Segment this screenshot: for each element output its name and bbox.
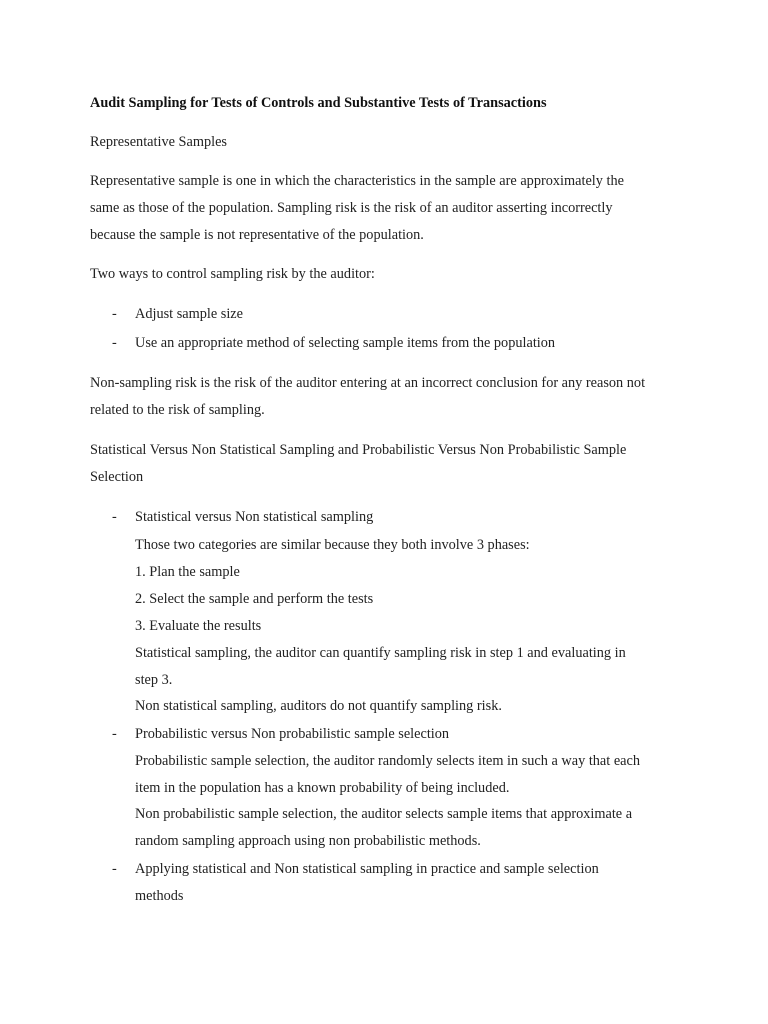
paragraph-line: Non-sampling risk is the risk of the auditor entering at an incorrect conclusion for any reason not bbox=[90, 375, 646, 391]
list-item-label: Probabilistic versus Non probabilistic sample selection bbox=[135, 726, 450, 742]
list-item-text: Statistical sampling, the auditor can quantify sampling risk in step 1 and evaluating in bbox=[135, 645, 626, 661]
list-dash: - bbox=[112, 335, 117, 351]
paragraph-line: because the sample is not representative of the population. bbox=[90, 227, 424, 243]
list-item: Use an appropriate method of selecting sample items from the population bbox=[135, 335, 556, 351]
list-item-text: 1. Plan the sample bbox=[135, 564, 240, 580]
section-heading-line: Selection bbox=[90, 469, 144, 485]
list-item-text: random sampling approach using non probabilistic methods. bbox=[135, 833, 481, 849]
list-item-text: item in the population has a known probability of being included. bbox=[135, 780, 510, 796]
list-dash: - bbox=[112, 726, 117, 742]
paragraph-line: Representative sample is one in which the characteristics in the sample are approximately the bbox=[90, 173, 624, 189]
paragraph-line: related to the risk of sampling. bbox=[90, 402, 265, 418]
list-item-text: Non probabilistic sample selection, the auditor selects sample items that approximate a bbox=[135, 806, 633, 822]
list-dash: - bbox=[112, 861, 117, 877]
list-item-text: 3. Evaluate the results bbox=[135, 618, 262, 634]
section-heading-line: Statistical Versus Non Statistical Sampling and Probabilistic Versus Non Probabilistic Sample bbox=[90, 442, 627, 458]
list-item-text: Non statistical sampling, auditors do not quantify sampling risk. bbox=[135, 698, 502, 714]
list-item-text: step 3. bbox=[135, 672, 173, 688]
document-title: Audit Sampling for Tests of Controls and Substantive Tests of Transactions bbox=[90, 95, 547, 111]
list-item: Adjust sample size bbox=[135, 306, 244, 322]
list-dash: - bbox=[112, 306, 117, 322]
list-item-label: Statistical versus Non statistical sampling bbox=[135, 509, 374, 525]
list-item-text: 2. Select the sample and perform the tests bbox=[135, 591, 374, 607]
list-item-label: Applying statistical and Non statistical sampling in practice and sample selection bbox=[135, 861, 599, 877]
list-item-label: methods bbox=[135, 888, 184, 904]
paragraph-two-ways: Two ways to control sampling risk by the auditor: bbox=[90, 266, 375, 282]
list-item-text: Those two categories are similar because they both involve 3 phases: bbox=[135, 537, 530, 553]
list-dash: - bbox=[112, 509, 117, 525]
section-heading-representative-samples: Representative Samples bbox=[90, 134, 227, 150]
list-item-text: Probabilistic sample selection, the auditor randomly selects item in such a way that each bbox=[135, 753, 641, 769]
paragraph-line: same as those of the population. Sampling risk is the risk of an auditor asserting incorrectly bbox=[90, 200, 613, 216]
